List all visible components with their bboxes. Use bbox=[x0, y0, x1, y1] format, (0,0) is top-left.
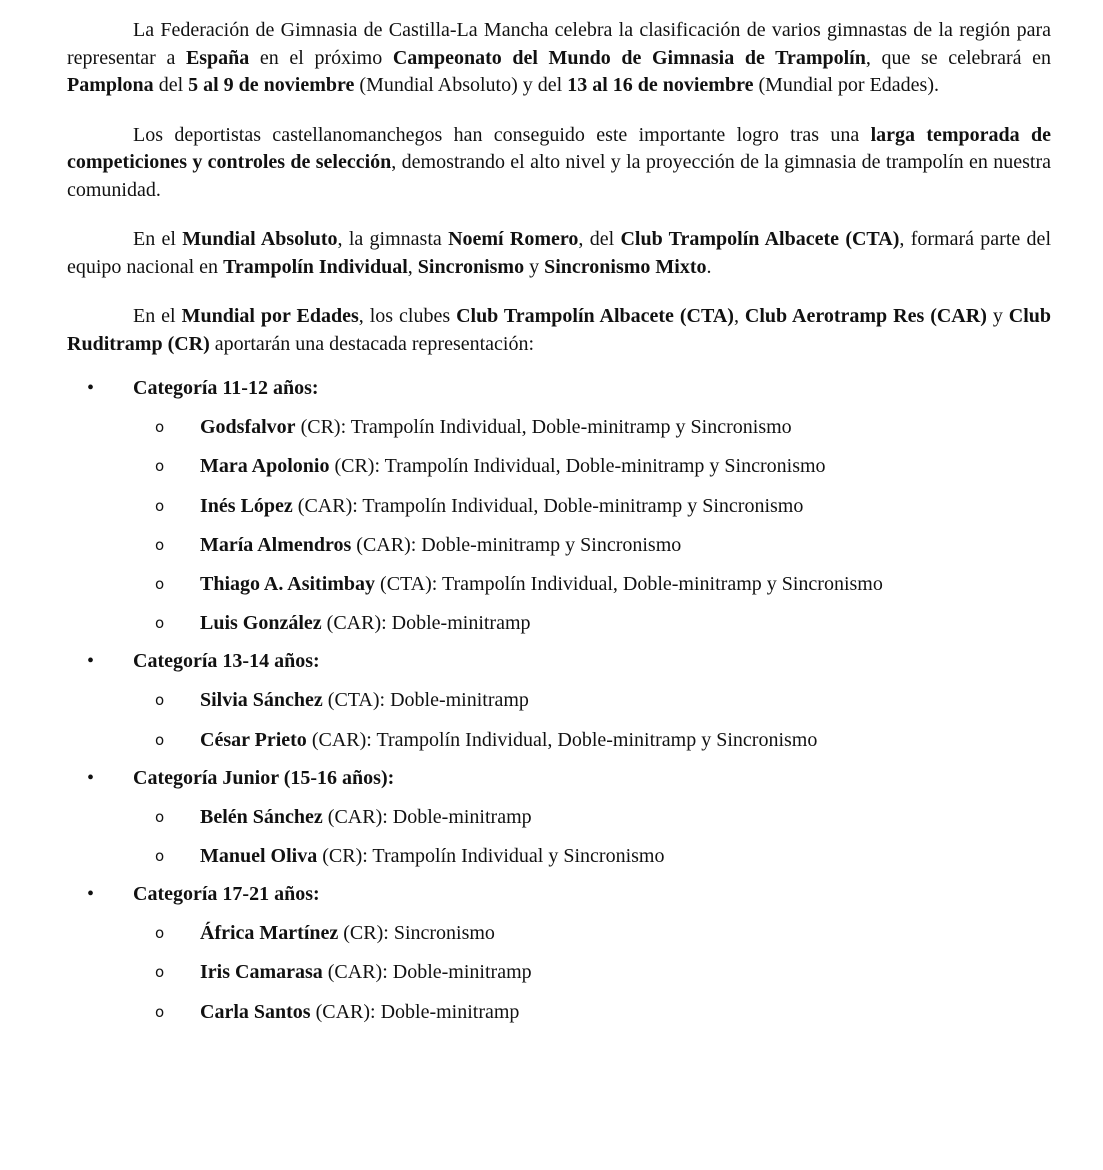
bold-text: Club Ruditramp (CR) bbox=[67, 305, 1052, 355]
category-11-12 bbox=[67, 374, 1051, 637]
bold-text: Campeonato del Mundo de Gimnasia de Trampolín bbox=[392, 46, 866, 69]
bold-text: España bbox=[185, 46, 250, 69]
text-run: (Mundial por Edades). bbox=[753, 74, 939, 96]
athlete-name: Mara Apolonio bbox=[200, 455, 330, 478]
text-run: (Mundial Absoluto) y del bbox=[354, 74, 568, 96]
athlete-detail: (CR): Trampolín Individual, Doble-minitramp y Sincronismo bbox=[329, 455, 826, 478]
athlete-list bbox=[67, 686, 1051, 753]
text-run: aportarán una destacada representación: bbox=[209, 332, 535, 355]
athlete-text bbox=[200, 492, 803, 520]
athlete-text bbox=[200, 413, 792, 441]
text-run: del bbox=[153, 74, 189, 96]
text-run: , que se celebrará en bbox=[865, 46, 1051, 69]
paragraph-2 bbox=[67, 122, 1051, 205]
bold-text: larga temporada de competiciones y controles de selección bbox=[67, 123, 1051, 173]
athlete-detail: (CAR): Doble-minitramp bbox=[322, 961, 532, 984]
athlete-text bbox=[200, 531, 681, 559]
athlete-text bbox=[200, 803, 532, 831]
category-title: Categoría 13-14 años: bbox=[133, 650, 320, 673]
athlete-detail: (CAR): Doble-minitramp y Sincronismo bbox=[351, 533, 682, 556]
bold-text: Club Trampolín Albacete (CTA) bbox=[456, 305, 734, 327]
intro-section bbox=[67, 17, 1051, 358]
category-junior bbox=[67, 764, 1051, 870]
athlete-text bbox=[200, 726, 817, 754]
athlete-text bbox=[200, 842, 664, 870]
athlete-name: Thiago A. Asitimbay bbox=[200, 573, 376, 596]
athlete-name: César Prieto bbox=[200, 728, 307, 751]
paragraph-1 bbox=[67, 17, 1051, 100]
athlete-detail: (CR): Trampolín Individual, Doble-minitramp y Sincronismo bbox=[295, 416, 792, 438]
athlete-name: Belén Sánchez bbox=[200, 805, 323, 828]
text-run: y bbox=[524, 255, 545, 278]
text-run: En el bbox=[133, 305, 182, 327]
bold-text: Club Trampolín Albacete (CTA) bbox=[620, 228, 900, 250]
athlete-item bbox=[67, 686, 1051, 714]
athlete-text bbox=[200, 570, 883, 598]
athlete-name: Carla Santos bbox=[200, 1000, 311, 1023]
athlete-detail: (CTA): Trampolín Individual, Doble-minitramp y Sincronismo bbox=[375, 573, 883, 596]
category-title: Categoría 11-12 años: bbox=[133, 377, 319, 399]
text-run: , formará parte del equipo nacional en bbox=[67, 228, 1051, 278]
athlete-item bbox=[67, 803, 1051, 831]
athlete-name: Iris Camarasa bbox=[200, 961, 323, 984]
bullet-circle-icon: o bbox=[155, 457, 165, 476]
athlete-item bbox=[67, 998, 1051, 1026]
bold-text: Club Aerotramp Res (CAR) bbox=[744, 305, 987, 327]
athlete-text bbox=[200, 919, 495, 947]
bold-text: Sincronismo Mixto bbox=[544, 255, 707, 278]
athlete-item bbox=[67, 726, 1051, 754]
athlete-detail: (CR): Sincronismo bbox=[338, 922, 495, 945]
paragraph-4 bbox=[67, 303, 1051, 358]
athlete-text bbox=[200, 609, 531, 637]
athlete-detail: (CTA): Doble-minitramp bbox=[322, 689, 529, 712]
text-run: , los clubes bbox=[358, 305, 457, 327]
text-run: . bbox=[706, 255, 712, 278]
athlete-list bbox=[67, 919, 1051, 1026]
category-header bbox=[67, 764, 1051, 792]
bold-text: Mundial Absoluto bbox=[182, 228, 338, 250]
text-run: , la gimnasta bbox=[337, 228, 449, 250]
bold-text: 13 al 16 de noviembre bbox=[567, 74, 754, 96]
bullet-circle-icon: o bbox=[155, 614, 165, 633]
category-17-21 bbox=[67, 880, 1051, 1026]
bullet-circle-icon: o bbox=[155, 418, 165, 436]
athlete-name: Silvia Sánchez bbox=[200, 689, 323, 712]
category-header bbox=[67, 880, 1051, 908]
bullet-circle-icon: o bbox=[155, 807, 165, 826]
athlete-item bbox=[67, 609, 1051, 637]
athlete-text bbox=[200, 958, 532, 986]
athlete-detail: (CAR): Doble-minitramp bbox=[310, 1000, 520, 1023]
text-run: , del bbox=[578, 228, 621, 250]
athlete-name: Luis González bbox=[200, 612, 322, 635]
bullet-circle-icon: o bbox=[155, 963, 165, 982]
bullet-circle-icon: o bbox=[155, 496, 165, 515]
athlete-detail: (CAR): Trampolín Individual, Doble-minitramp y Sincronismo bbox=[292, 494, 804, 517]
bullet-disc-icon: • bbox=[87, 883, 95, 906]
bold-text: Pamplona bbox=[67, 74, 154, 96]
text-run: La Federación de Gimnasia de Castilla-La Mancha celebra la clasificación de varios gimnastas de la región para representar a bbox=[67, 19, 1051, 69]
text-run: En el bbox=[133, 228, 183, 250]
athlete-detail: (CAR): Trampolín Individual, Doble-minitramp y Sincronismo bbox=[306, 728, 818, 751]
category-title: Categoría Junior (15-16 años): bbox=[133, 766, 395, 789]
text-run: , bbox=[733, 305, 745, 327]
bullet-circle-icon: o bbox=[155, 847, 165, 866]
athlete-name: Godsfalvor bbox=[200, 416, 296, 438]
athlete-list bbox=[67, 803, 1051, 870]
bullet-circle-icon: o bbox=[155, 535, 165, 554]
athlete-text bbox=[200, 998, 519, 1026]
athlete-detail: (CAR): Doble-minitramp bbox=[321, 612, 531, 635]
category-header bbox=[67, 374, 1051, 402]
athlete-item bbox=[67, 492, 1051, 520]
bold-text: Trampolín Individual bbox=[223, 255, 408, 278]
category-title: Categoría 17-21 años: bbox=[133, 883, 320, 906]
bullet-disc-icon: • bbox=[87, 650, 95, 673]
athlete-item bbox=[67, 452, 1051, 480]
athlete-name: Inés López bbox=[200, 494, 293, 517]
text-run: y bbox=[986, 305, 1009, 327]
athlete-item bbox=[67, 413, 1051, 441]
bold-text: Noemí Romero bbox=[448, 228, 579, 250]
bullet-circle-icon: o bbox=[155, 1002, 165, 1021]
bullet-circle-icon: o bbox=[155, 575, 165, 594]
category-header bbox=[67, 647, 1051, 675]
bullet-circle-icon: o bbox=[155, 924, 165, 943]
bullet-circle-icon: o bbox=[155, 691, 165, 710]
athlete-item bbox=[67, 919, 1051, 947]
text-run: , demostrando el alto nivel y la proyección de la gimnasia de trampolín en nuestra comunidad. bbox=[67, 151, 1052, 201]
text-run: Los deportistas castellanomanchegos han conseguido este importante logro tras una bbox=[133, 123, 871, 146]
bold-text: Mundial por Edades bbox=[181, 305, 359, 327]
category-13-14 bbox=[67, 647, 1051, 753]
athlete-name: María Almendros bbox=[200, 533, 352, 556]
text-run: en el próximo bbox=[249, 46, 393, 69]
paragraph-3 bbox=[67, 226, 1051, 281]
athlete-detail: (CR): Trampolín Individual y Sincronismo bbox=[317, 845, 665, 868]
athlete-text bbox=[200, 686, 529, 714]
athlete-name: África Martínez bbox=[200, 922, 339, 945]
athlete-item bbox=[67, 958, 1051, 986]
bullet-disc-icon: • bbox=[87, 377, 95, 399]
athlete-detail: (CAR): Doble-minitramp bbox=[322, 805, 532, 828]
athlete-name: Manuel Oliva bbox=[200, 845, 318, 868]
athlete-list bbox=[67, 413, 1051, 637]
text-run: , bbox=[407, 255, 418, 278]
bullet-circle-icon: o bbox=[155, 730, 165, 749]
athlete-text bbox=[200, 452, 826, 480]
athlete-item bbox=[67, 842, 1051, 870]
bold-text: Sincronismo bbox=[417, 255, 525, 278]
category-list bbox=[67, 374, 1051, 1026]
bullet-disc-icon: • bbox=[87, 766, 95, 789]
athlete-item bbox=[67, 531, 1051, 559]
bold-text: 5 al 9 de noviembre bbox=[188, 74, 355, 96]
athlete-item bbox=[67, 570, 1051, 598]
